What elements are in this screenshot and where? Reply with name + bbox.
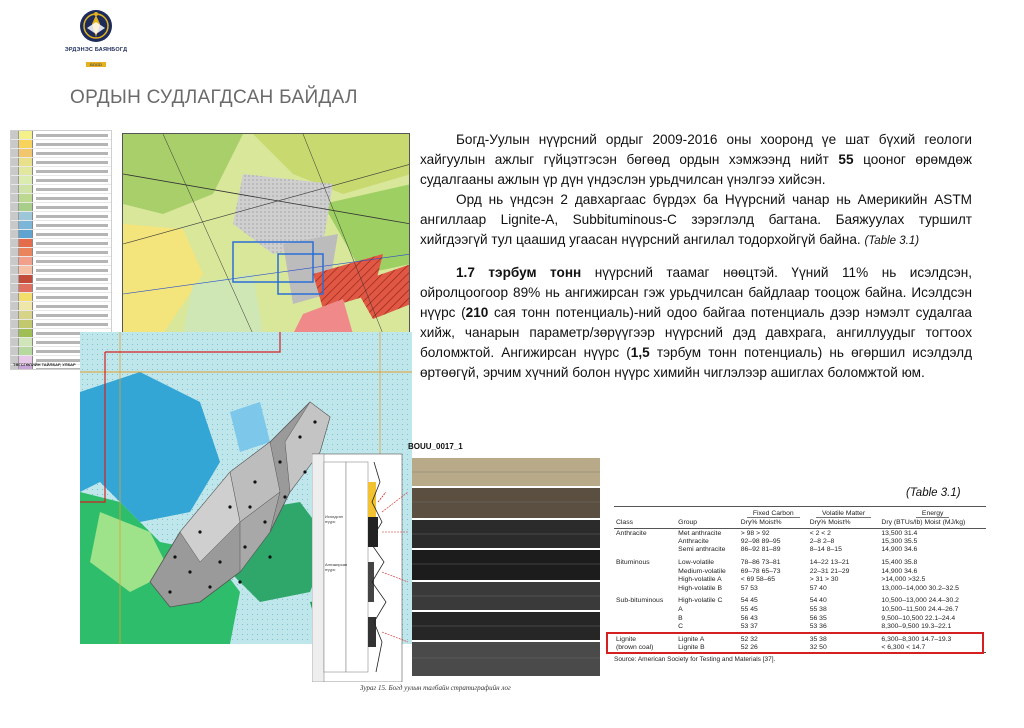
legend-item xyxy=(11,293,111,302)
table-cell-group: Low-volatile xyxy=(678,559,715,567)
table-row xyxy=(614,537,986,546)
table-cell-en: 14,900 34.6 xyxy=(881,546,918,554)
table-cell-en: >14,000 >32.5 xyxy=(881,576,926,584)
legend-item xyxy=(11,140,111,149)
table-row xyxy=(614,567,986,576)
table-cell-cls: (brown coal) xyxy=(614,644,676,653)
table-cell-en: 8,300–9,500 19.3–22.1 xyxy=(881,623,952,631)
paragraph-exploration: Богд-Уулын нүүрсний ордыг 2009-2016 оны хооронд үе шат бүхий геологи хайгуулын ажлыг гүйцэтгэсэн бөгөөд ордын хэмжээнд нийт 55 цооног өрөмдөж судалгааны ажлын үр дүн үндэслэн урьдчилсан үнэлгээ хийсэн. xyxy=(420,132,972,187)
page-title: ОРДЫН СУДЛАГДСАН БАЙДАЛ xyxy=(70,87,358,108)
table-cell-fc: 54 45 xyxy=(740,597,758,605)
paragraph-resources: 1.7 тэрбум тонн нүүрсний таамаг нөөцтэй. Үүний 11% нь исэлдсэн, ойролцоогоор 89% нь ангижирсан гэж урьдчилсан байдлаар тооцож байна. Исэлдсэн нүүрс (210 сая тонн потенциаль)-ний одоо байгаа потенциаль дээр нэмэлт судалгаа хийж, чанарын параметр/зөрүүгээр нүүрсний дэд давхрага, ангиллуудыг тогтоох боломжтой. Ангижирсан нүүрс (1,5 тэрбум тонн потенциаль) нь өгөршил исэлдэлд өртөөгүй, эрчим хүчний болон нүүрс химийн чиглэлээр ашиглах боломжтой юм. xyxy=(420,265,973,380)
legend-item xyxy=(11,302,111,311)
figure-caption: Зураг 15. Богд уулын талбайн стратиграфийн лог xyxy=(360,684,511,692)
table-cell-fc: 53 37 xyxy=(740,623,758,631)
table-cell-group: Anthracite xyxy=(678,537,709,545)
legend-item xyxy=(11,158,111,167)
group-header: Group xyxy=(676,518,739,529)
legend-item xyxy=(11,131,111,140)
strat-log-image xyxy=(312,442,602,682)
table-cell-group: High-volatile A xyxy=(678,576,722,584)
table-cell-vm: 57 40 xyxy=(809,584,827,592)
table-row xyxy=(614,622,986,631)
table-cell-vm: > 31 > 30 xyxy=(809,576,839,584)
geology-map-image xyxy=(123,134,410,333)
table-cell-fc: 78–86 73–81 xyxy=(740,559,781,567)
table-cell-vm: 14–22 13–21 xyxy=(809,559,850,567)
legend-footer: ТӨГСГӨЛИЙН ТАЙЛБАР, УЛБАР xyxy=(13,362,76,367)
table-cell-group: Met anthracite xyxy=(678,529,722,537)
table-cell-cls xyxy=(614,546,676,555)
table-cell-cls xyxy=(614,567,676,576)
table-cell-fc: 52 32 xyxy=(740,635,758,643)
table-row xyxy=(614,614,986,623)
table-cell-en: 6,300–8,300 14.7–19.3 xyxy=(881,635,952,643)
table-cell-vm: 2–8 2–8 xyxy=(809,537,835,545)
table-cell-vm: 53 36 xyxy=(809,623,827,631)
table-cell-group: B xyxy=(678,614,683,622)
table-cell-group: High-volatile B xyxy=(678,584,722,592)
legend-item xyxy=(11,203,111,212)
legend-item xyxy=(11,320,111,329)
logo-name: ЭРДЭНЭС БАЯНБОГД xyxy=(64,47,128,53)
energy-units-header: Dry (BTUs/lb) Moist (MJ/kg) xyxy=(879,518,986,529)
borehole-id: BOUU_0017_1 xyxy=(408,442,463,451)
table-cell-fc: 57 53 xyxy=(740,584,758,592)
legend-item xyxy=(11,230,111,239)
table-cell-vm: 55 38 xyxy=(809,606,827,614)
highlight-box xyxy=(606,632,984,654)
table-cell-group: Semi anthracite xyxy=(678,546,726,554)
logo-emblem-icon xyxy=(76,6,116,46)
table-cell-vm: 54 40 xyxy=(809,597,827,605)
legend-item xyxy=(11,194,111,203)
table-cell-cls: Lignite xyxy=(616,635,637,643)
table-cell-fc: < 69 58–65 xyxy=(740,576,775,584)
table-source: Source: American Society for Testing and Materials [37]. xyxy=(614,655,776,663)
table-cell-vm: 8–14 8–15 xyxy=(809,546,842,554)
legend-item xyxy=(11,284,111,293)
table-cell-cls xyxy=(614,537,676,546)
legend-item xyxy=(11,185,111,194)
legend-item xyxy=(11,266,111,275)
table-cell-en: 10,500–11,500 24.4–26.7 xyxy=(881,606,959,614)
table-row xyxy=(614,597,986,606)
table-row xyxy=(614,529,986,538)
table-cell-group: Medium-volatile xyxy=(678,567,726,575)
table-cell-group: A xyxy=(678,606,683,614)
legend-item xyxy=(11,248,111,257)
table-cell-fc: > 98 > 92 xyxy=(740,529,770,537)
volatile-matter-header: Volatile Matter xyxy=(808,507,880,519)
table-cell-en: 13,000–14,000 30.2–32.5 xyxy=(881,584,959,592)
table-cell-cls xyxy=(614,605,676,614)
table-cell-vm: 32 50 xyxy=(808,644,880,653)
vm-units-header: Dry% Moist% xyxy=(808,518,880,529)
table-cell-vm: 56 35 xyxy=(809,614,827,622)
table-cell-cls: Sub-bituminous xyxy=(616,597,664,605)
table-cell-vm: 35 38 xyxy=(809,635,827,643)
table-cell-fc: 69–78 65–73 xyxy=(740,567,781,575)
table-row xyxy=(614,558,986,567)
table-cell-fc: 56 43 xyxy=(740,614,758,622)
company-logo xyxy=(60,6,132,70)
fixed-carbon-header: Fixed Carbon xyxy=(739,507,808,519)
stratigraphic-log xyxy=(312,442,602,682)
legend-item xyxy=(11,221,111,230)
table-cell-vm: 22–31 21–29 xyxy=(809,567,850,575)
table-cell-group: High-volatile C xyxy=(678,597,723,605)
body-text xyxy=(420,130,972,383)
table-cell-en: < 6,300 < 14.7 xyxy=(879,644,986,653)
table-cell-fc: 55 45 xyxy=(740,606,758,614)
table-cell-cls: Bituminous xyxy=(616,559,650,567)
table-cell-cls: Anthracite xyxy=(616,529,647,537)
table-cell-en: 15,400 35.8 xyxy=(881,559,918,567)
table-cell-cls xyxy=(614,622,676,631)
table-cell-en: 14,900 34.6 xyxy=(881,567,918,575)
legend-item xyxy=(11,149,111,158)
table-row xyxy=(614,605,986,614)
geology-map xyxy=(122,133,410,333)
table-cell-vm: < 2 < 2 xyxy=(809,529,831,537)
table-cell-en: 15,300 35.5 xyxy=(881,537,918,545)
paragraph-quality: Орд нь үндсэн 2 давхаргаас бүрдэх ба Нүүрсний чанар нь Америкийн ASTM ангиллаар Lignite-A, Subbituminous-C зэрэглэлд багтана. Баяжуулах туршилт хийгдээгүй тул цаашид угаасан нүүрсний ангилал тодорхойгүй байна. (Table 3.1) xyxy=(420,192,972,247)
energy-header: Energy xyxy=(879,507,986,519)
table-cell-cls xyxy=(614,575,676,584)
table-row xyxy=(614,546,986,555)
legend-item xyxy=(11,257,111,266)
legend-item xyxy=(11,311,111,320)
legend-item xyxy=(11,167,111,176)
legend-item xyxy=(11,239,111,248)
table-cell-en: 9,500–10,500 22.1–24.4 xyxy=(881,614,956,622)
table-cell-fc: 86–92 81–89 xyxy=(740,546,781,554)
table-cell-group: C xyxy=(678,623,684,631)
table-cell-cls xyxy=(614,614,676,623)
table-cell-fc: 92–98 89–95 xyxy=(740,537,781,545)
reduced-coal-label: Ангижирсан нүүрс xyxy=(325,562,348,572)
table-reference: (Table 3.1) xyxy=(906,487,961,499)
fc-units-header: Dry% Moist% xyxy=(739,518,808,529)
legend-item xyxy=(11,176,111,185)
table-cell-en: 10,500–13,000 24.4–30.2 xyxy=(881,597,959,605)
table-cell-group: Lignite B xyxy=(676,644,739,653)
oxidized-coal-label: Исэлдсэн нүүрс xyxy=(325,514,343,524)
legend-item xyxy=(11,212,111,221)
legend-item xyxy=(11,275,111,284)
table-cell-group: Lignite A xyxy=(678,635,705,643)
table-row xyxy=(614,575,986,584)
class-header: Class xyxy=(614,518,676,529)
logo-subtitle: BOGD xyxy=(86,62,106,67)
table-row xyxy=(614,584,986,593)
table-cell-en: 13,500 31.4 xyxy=(881,529,918,537)
table-cell-cls xyxy=(614,584,676,593)
table-cell-fc: 52 26 xyxy=(739,644,808,653)
